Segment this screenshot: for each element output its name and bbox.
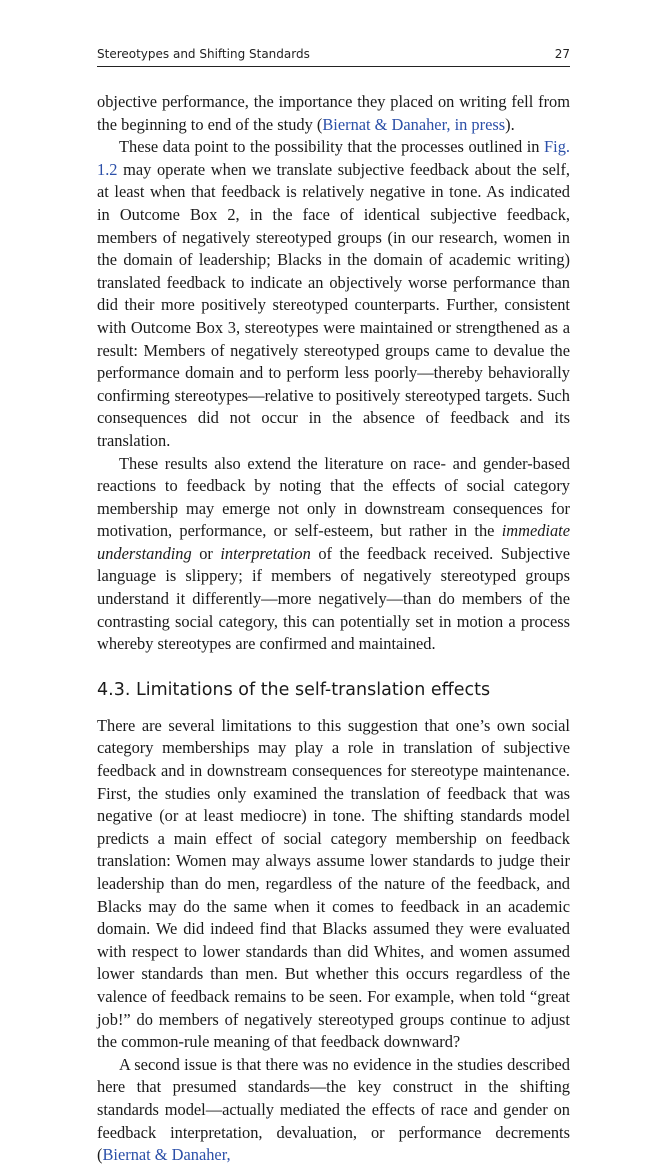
- citation-link[interactable]: Biernat & Danaher, in press: [322, 114, 506, 134]
- text-run: A second issue is that there was no evidence in the studies described here that presumed standards—the key construct in the shifting standards model—actually mediated the effects of race and gender on feedback interpretation, devaluation, or performance decrements (: [97, 1054, 570, 1165]
- running-title: Stereotypes and Shifting Standards: [97, 47, 310, 61]
- text-run: These data point to the possibility that the processes outlined in: [119, 137, 545, 157]
- text-run: These results also extend the literature on race- and gender-based reactions to feedback by noting that the effects of social category membership may emerge not only in downstream consequences for motivation, performance, or self-esteem, but rather in the: [97, 453, 570, 541]
- text-run: ).: [505, 114, 515, 134]
- paragraph: [97, 1054, 570, 1167]
- text-run: may operate when we translate subjective feedback about the self, at least when that feedback is relatively negative in tone. As indicated in Outcome Box 2, in the face of identical subjective feedback, members of negatively stereotyped groups (in our research, women in the domain of leadership; Blacks in the domain of academic writing) translated feedback to indicate an objectively worse performance than did their more positively stereotyped counterparts. Further, consistent with Outcome Box 3, stereotypes were maintained or strengthened as a result: Members of negatively stereotyped groups came to devalue the performance domain and to perform less poorly—thereby behaviorally confirming stereotypes—relative to positively stereotyped targets. Such consequences did not occur in the absence of feedback and its translation.: [97, 159, 570, 450]
- body-text: [97, 91, 570, 1167]
- running-header: [97, 46, 570, 67]
- text-run: There are several limitations to this suggestion that one’s own social category memberships may play a role in translation of subjective feedback and in downstream consequences for stereotype maintenance. First, the studies only examined the translation of feedback that was negative (or at least mediocre) in tone. The shifting standards model predicts a main effect of social category membership on feedback translation: Women may always assume lower standards to judge their leadership than do men, regardless of the nature of the feedback, and Blacks may do the same when it comes to feedback in an academic domain. We did indeed find that Blacks assumed they were evaluated with respect to lower standards than did Whites, and women assumed lower standards than men. But whether this occurs regardless of the valence of feedback remains to be seen. For example, when told “great job!” do members of negatively stereotyped groups continue to adjust the common-rule meaning of that feedback downward?: [97, 715, 570, 1052]
- text-run: of the feedback received. Subjective language is slippery; if members of negatively stereotyped groups understand it differently—more negatively—than do members of the contrasting social category, this can potentially set in motion a process whereby stereotypes are confirmed and maintained.: [97, 543, 570, 654]
- paragraph: [97, 715, 570, 1054]
- page-number: 27: [554, 47, 570, 61]
- emphasis-text: interpretation: [220, 543, 311, 563]
- emphasis-text: immediate understanding: [97, 521, 570, 563]
- paragraph-continued: [97, 91, 570, 136]
- figure-link[interactable]: Fig. 1.2: [97, 137, 570, 179]
- paragraph: [97, 453, 570, 656]
- paragraph: [97, 136, 570, 452]
- text-run: or: [191, 543, 221, 563]
- section-heading: 4.3. Limitations of the self-translation effects: [97, 679, 491, 700]
- citation-link[interactable]: Biernat & Danaher,: [102, 1145, 231, 1165]
- text-run: objective performance, the importance they placed on writing fell from the beginning to end of the study (: [97, 92, 570, 134]
